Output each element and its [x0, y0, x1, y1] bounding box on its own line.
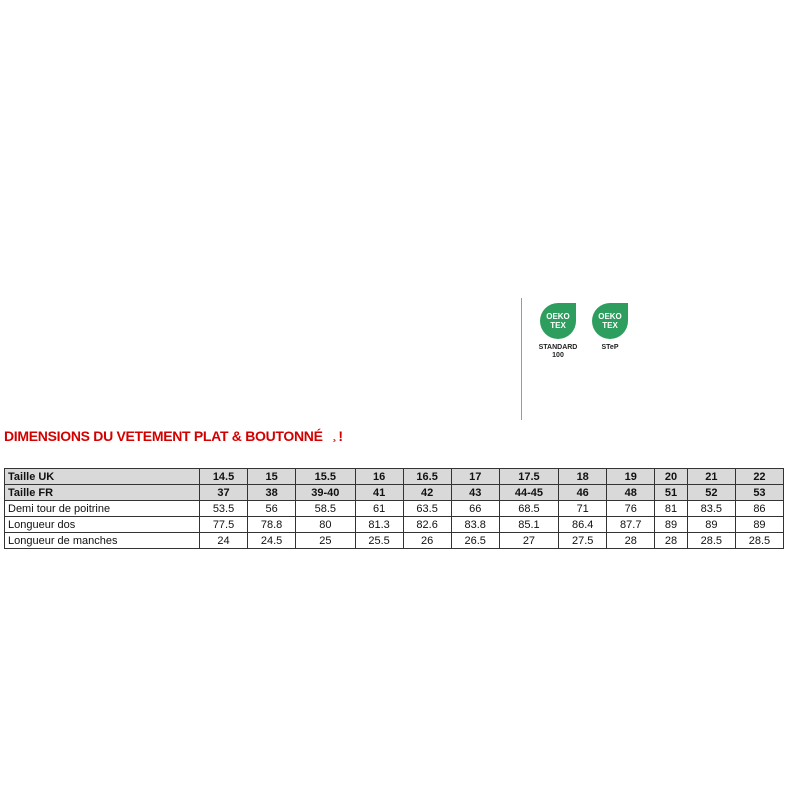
- size-table: [4, 468, 784, 549]
- row-label: Longueur de manches: [5, 533, 200, 549]
- table-cell: 17: [451, 469, 499, 485]
- oeko-tex-standard-logo: [539, 302, 577, 340]
- table-cell: 42: [403, 485, 451, 501]
- table-cell: 71: [559, 501, 607, 517]
- table-cell: 83.5: [687, 501, 735, 517]
- table-row: [5, 517, 784, 533]
- table-cell: 58.5: [296, 501, 355, 517]
- table-cell: 56: [248, 501, 296, 517]
- standard-caption-line2: 100: [552, 352, 564, 359]
- table-cell: 16: [355, 469, 403, 485]
- table-cell: 28.5: [735, 533, 783, 549]
- table-cell: 66: [451, 501, 499, 517]
- table-cell: 78.8: [248, 517, 296, 533]
- table-cell: 15: [248, 469, 296, 485]
- title-exclamation: !: [338, 428, 343, 444]
- table-cell: 53.5: [200, 501, 248, 517]
- table-cell: 63.5: [403, 501, 451, 517]
- table-cell: 15.5: [296, 469, 355, 485]
- oeko-tex-step-logo: [591, 302, 629, 340]
- table-cell: 48: [607, 485, 655, 501]
- table-cell: 24.5: [248, 533, 296, 549]
- table-cell: 38: [248, 485, 296, 501]
- table-cell: 19: [607, 469, 655, 485]
- row-label: Taille FR: [5, 485, 200, 501]
- table-cell: 17.5: [499, 469, 558, 485]
- dimensions-title-text: DIMENSIONS DU VETEMENT PLAT & BOUTONNÉ: [4, 428, 323, 444]
- standard-caption-line1: STANDARD: [538, 344, 578, 351]
- table-cell: 27: [499, 533, 558, 549]
- table-cell: 43: [451, 485, 499, 501]
- table-cell: 80: [296, 517, 355, 533]
- table-cell: 85.1: [499, 517, 558, 533]
- badge-standard-line1: OEKO: [546, 312, 570, 321]
- table-cell: 77.5: [200, 517, 248, 533]
- table-cell: 25.5: [355, 533, 403, 549]
- table-cell: 22: [735, 469, 783, 485]
- table-cell: 89: [655, 517, 688, 533]
- table-cell: 89: [687, 517, 735, 533]
- row-label: Longueur dos: [5, 517, 200, 533]
- table-cell: 27.5: [559, 533, 607, 549]
- dimensions-title: [4, 428, 343, 444]
- table-cell: 41: [355, 485, 403, 501]
- standard-caption: [535, 344, 581, 360]
- badge-step-line2: TEX: [602, 321, 618, 330]
- table-cell: 81: [655, 501, 688, 517]
- table-cell: 26.5: [451, 533, 499, 549]
- table-cell: 28: [655, 533, 688, 549]
- table-cell: 89: [735, 517, 783, 533]
- table-cell: 39-40: [296, 485, 355, 501]
- badge-standard-line2: TEX: [550, 321, 566, 330]
- table-cell: 24: [200, 533, 248, 549]
- table-cell: 86: [735, 501, 783, 517]
- table-cell: 46: [559, 485, 607, 501]
- title-tick-mark: ¸: [332, 428, 337, 442]
- table-cell: 18: [559, 469, 607, 485]
- table-cell: 25: [296, 533, 355, 549]
- table-cell: 37: [200, 485, 248, 501]
- table-cell: 87.7: [607, 517, 655, 533]
- table-cell: 26: [403, 533, 451, 549]
- table-cell: 28: [607, 533, 655, 549]
- table-cell: 16.5: [403, 469, 451, 485]
- table-cell: 20: [655, 469, 688, 485]
- row-label: Taille UK: [5, 469, 200, 485]
- table-row: [5, 485, 784, 501]
- table-cell: 86.4: [559, 517, 607, 533]
- step-caption: [587, 344, 633, 352]
- size-table-body: [5, 469, 784, 549]
- step-caption-line1: STeP: [601, 344, 619, 351]
- table-cell: 76: [607, 501, 655, 517]
- table-cell: 53: [735, 485, 783, 501]
- table-cell: 61: [355, 501, 403, 517]
- table-cell: 21: [687, 469, 735, 485]
- table-cell: 51: [655, 485, 688, 501]
- table-cell: 28.5: [687, 533, 735, 549]
- table-cell: 52: [687, 485, 735, 501]
- table-cell: 82.6: [403, 517, 451, 533]
- badge-step-line1: OEKO: [598, 312, 622, 321]
- table-row: [5, 501, 784, 517]
- vertical-divider: [521, 298, 522, 420]
- row-label: Demi tour de poitrine: [5, 501, 200, 517]
- table-cell: 83.8: [451, 517, 499, 533]
- table-cell: 81.3: [355, 517, 403, 533]
- table-cell: 14.5: [200, 469, 248, 485]
- table-cell: 44-45: [499, 485, 558, 501]
- table-cell: 68.5: [499, 501, 558, 517]
- table-row: [5, 469, 784, 485]
- table-row: [5, 533, 784, 549]
